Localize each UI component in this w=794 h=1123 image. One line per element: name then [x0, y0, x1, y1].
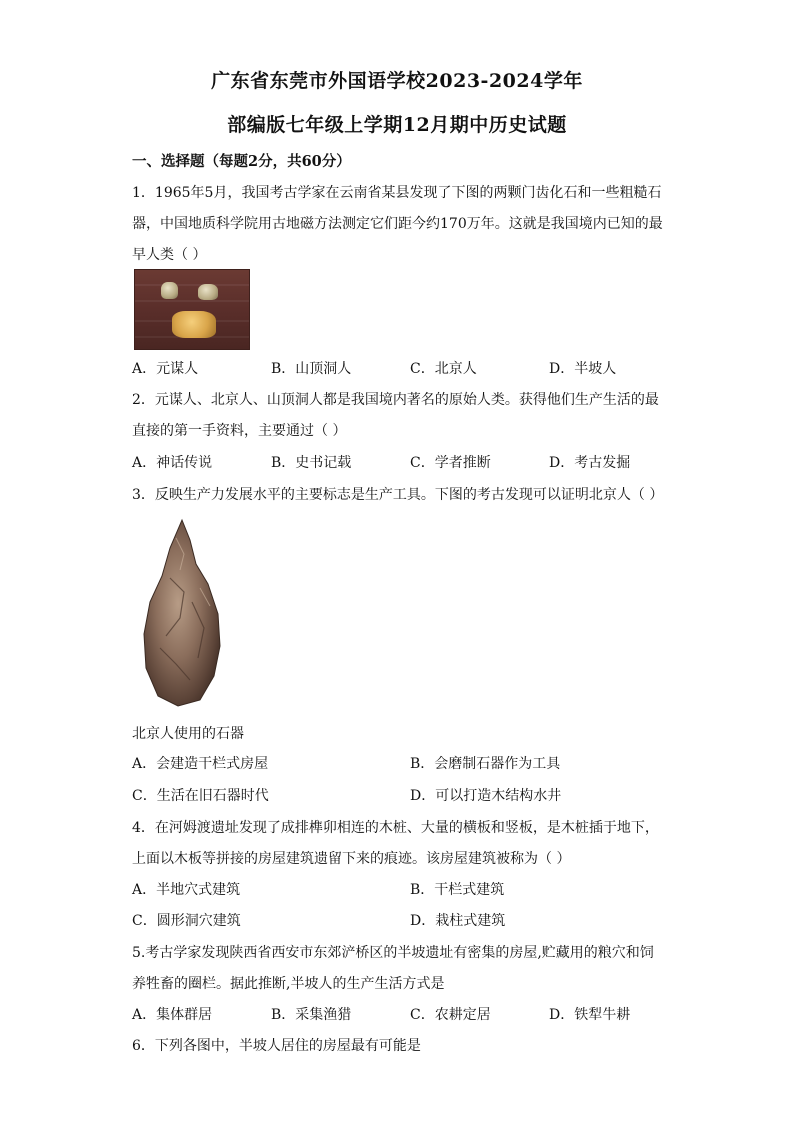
stone-tool-fragment	[172, 311, 216, 338]
q2-option-a[interactable]: A．神话传说	[132, 455, 213, 471]
page-title-line2: 部编版七年级上学期12月期中历史试题	[227, 114, 567, 136]
q5-text-line1: 5.考古学家发现陕西省西安市东郊浐桥区的半坡遗址有密集的房屋,贮藏用的粮穴和饲	[132, 945, 654, 961]
peking-man-stone-tool-image	[140, 518, 224, 708]
q2-text-line2: 直接的第一手资料，主要通过（ ）	[132, 423, 347, 439]
q3-option-d[interactable]: D．可以打造木结构水井	[410, 788, 562, 804]
page-title-line1: 广东省东莞市外国语学校2023-2024学年	[211, 70, 583, 92]
q4-option-a[interactable]: A．半地穴式建筑	[132, 882, 241, 898]
q1-option-b[interactable]: B．山顶洞人	[271, 361, 352, 377]
q3-option-b[interactable]: B．会磨制石器作为工具	[410, 756, 561, 772]
q3-option-c[interactable]: C．生活在旧石器时代	[132, 788, 269, 804]
q2-text-line1: 2．元谋人、北京人、山顶洞人都是我国境内著名的原始人类。获得他们生产生活的最	[132, 392, 659, 408]
yuanmou-fossil-photo	[134, 269, 250, 350]
q1-option-d[interactable]: D．半坡人	[549, 361, 617, 377]
q2-option-c[interactable]: C．学者推断	[410, 455, 491, 471]
q1-text-line3: 早人类（ ）	[132, 247, 207, 263]
incisor-fossil-2	[198, 284, 218, 300]
incisor-fossil-1	[161, 282, 178, 299]
q3-text-line1: 3．反映生产力发展水平的主要标志是生产工具。下图的考古发现可以证明北京人（ ）	[132, 487, 664, 503]
q1-text-line1: 1．1965年5月，我国考古学家在云南省某县发现了下图的两颗门齿化石和一些粗糙石	[132, 185, 662, 201]
q3-image-caption: 北京人使用的石器	[132, 726, 244, 742]
q4-option-d[interactable]: D．栽柱式建筑	[410, 913, 506, 929]
q1-option-c[interactable]: C．北京人	[410, 361, 477, 377]
q1-option-a[interactable]: A．元谋人	[132, 361, 199, 377]
q5-option-d[interactable]: D．铁犁牛耕	[549, 1007, 631, 1023]
q5-option-b[interactable]: B．采集渔猎	[271, 1007, 352, 1023]
q4-text-line1: 4．在河姆渡遗址发现了成排榫卯相连的木桩、大量的横板和竖板，是木桩插于地下，	[132, 820, 659, 836]
q2-option-b[interactable]: B．史书记载	[271, 455, 352, 471]
q4-option-c[interactable]: C．圆形洞穴建筑	[132, 913, 241, 929]
q4-option-b[interactable]: B．干栏式建筑	[410, 882, 505, 898]
q1-text-line2: 器，中国地质科学院用古地磁方法测定它们距今约170万年。这就是我国境内已知的最	[132, 216, 663, 232]
q2-option-d[interactable]: D．考古发掘	[549, 455, 631, 471]
q5-option-c[interactable]: C．农耕定居	[410, 1007, 491, 1023]
q6-text-line1: 6．下列各图中，半坡人居住的房屋最有可能是	[132, 1038, 421, 1054]
q4-text-line2: 上面以木板等拼接的房屋建筑遗留下来的痕迹。该房屋建筑被称为（ ）	[132, 851, 571, 867]
section-heading: 一、选择题（每题2分，共60分）	[132, 153, 351, 170]
q5-option-a[interactable]: A．集体群居	[132, 1007, 213, 1023]
q3-option-a[interactable]: A．会建造干栏式房屋	[132, 756, 269, 772]
q5-text-line2: 养牲畜的圈栏。据此推断,半坡人的生产生活方式是	[132, 976, 445, 992]
